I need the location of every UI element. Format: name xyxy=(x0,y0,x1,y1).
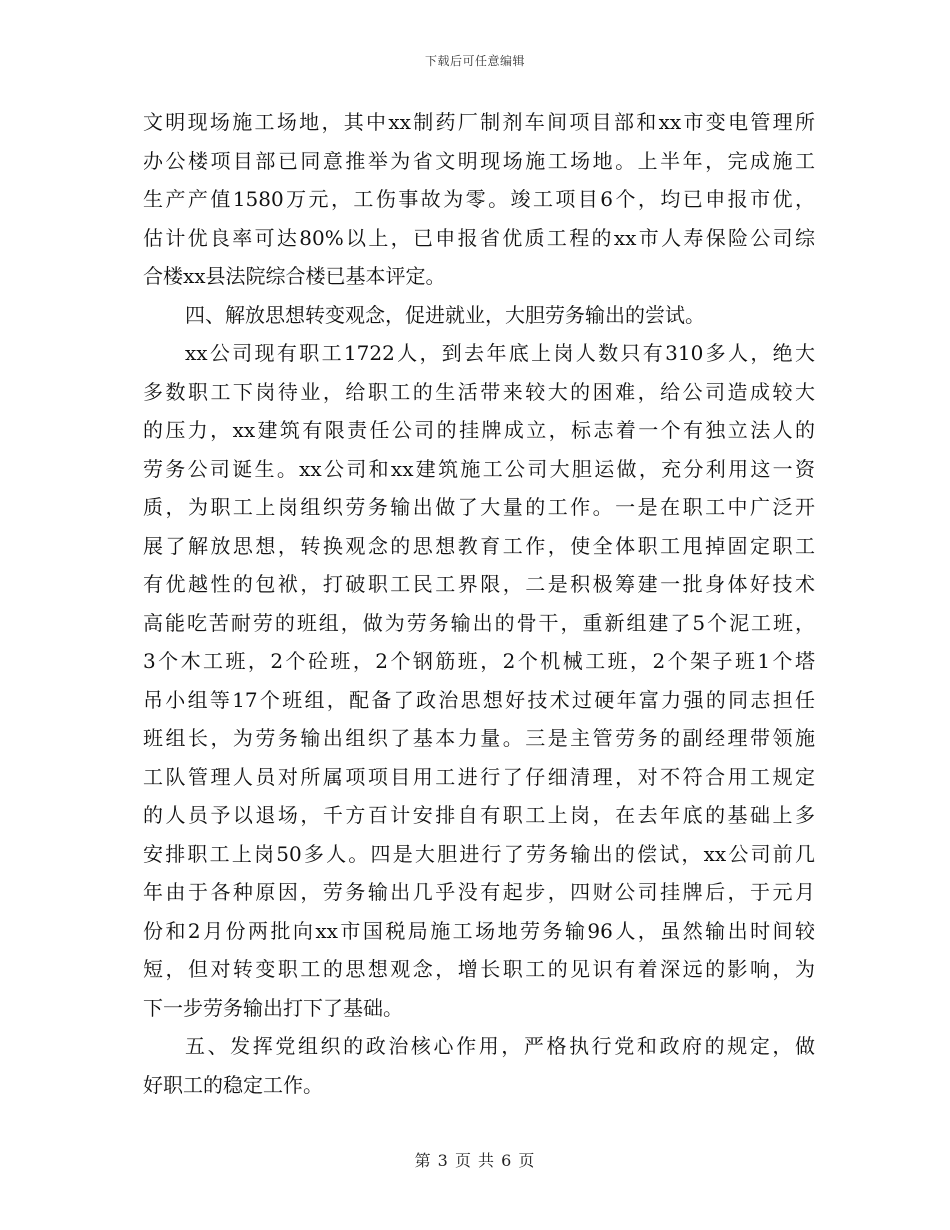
paragraph xyxy=(143,334,815,1027)
text-line: 年由于各种原因，劳务输出几乎没有起步，四财公司挂牌后，于元月 xyxy=(143,880,815,904)
text-line: 安排职工上岗50多人。四是大胆进行了劳务输出的偿试，xx公司前几 xyxy=(143,841,815,866)
paragraph xyxy=(143,1027,815,1104)
text-line: 合楼xx县法院综合楼已基本评定。 xyxy=(143,264,446,288)
text-line: 班组长，为劳务输出组织了基本力量。三是主管劳务的副经理带领施 xyxy=(143,726,815,750)
text-line: 的人员予以退场，千方百计安排自有职工上岗，在去年底的基础上多 xyxy=(143,803,815,827)
text-line: 文明现场施工场地，其中xx制药厂制剂车间项目部和xx市变电管理所 xyxy=(143,110,815,134)
paragraph xyxy=(143,296,815,335)
text-line: 生产产值1580万元，工伤事故为零。竣工项目6个，均已申报市优， xyxy=(143,187,815,211)
text-line: 下一步劳务输出打下了基础。 xyxy=(143,995,403,1020)
text-line: 展了解放思想，转换观念的思想教育工作，使全体职工甩掉固定职工 xyxy=(143,533,815,558)
text-line: 劳务公司诞生。xx公司和xx建筑施工公司大胆运做，充分利用这一资 xyxy=(143,456,815,481)
text-line: 短，但对转变职工的思想观念，增长职工的见识有着深远的影响，为 xyxy=(143,957,815,981)
text-line: 吊小组等17个班组，配备了政治思想好技术过硬年富力强的同志担任 xyxy=(143,687,815,712)
text-line: 五、发挥党组织的政治核心作用，严格执行党和政府的规定，做 xyxy=(185,1034,815,1058)
text-line: 多数职工下岗待业，给职工的生活带来较大的困难，给公司造成较大 xyxy=(143,379,815,404)
text-line: 份和2月份两批向xx市国税局施工场地劳务输96人，虽然输出时间较 xyxy=(143,918,815,943)
text-line: 有优越性的包袱，打破职工民工界限，二是积极筹建一批身体好技术 xyxy=(143,572,815,596)
text-line: 质，为职工上岗组织劳务输出做了大量的工作。一是在职工中广泛开 xyxy=(143,495,815,519)
text-line: 工队管理人员对所属项项目用工进行了仔细清理，对不符合用工规定 xyxy=(143,764,815,789)
text-line: 四、解放思想转变观念，促进就业，大胆劳务输出的尝试。 xyxy=(185,302,705,327)
text-line: 办公楼项目部已同意推举为省文明现场施工场地。上半年，完成施工 xyxy=(143,148,815,173)
text-line: 估计优良率可达80%以上，已申报省优质工程的xx市人寿保险公司综 xyxy=(143,225,815,250)
page-footer: 第 3 页 共 6 页 xyxy=(414,1151,536,1170)
text-line: 的压力，xx建筑有限责任公司的挂牌成立，标志着一个有独立法人的 xyxy=(143,418,815,442)
text-line: 高能吃苦耐劳的班组，做为劳务输出的骨干，重新组建了5个泥工班， xyxy=(143,610,815,635)
paragraph xyxy=(143,103,815,296)
text-line: 3个木工班，2个砼班，2个钢筋班，2个机械工班，2个架子班1个塔 xyxy=(143,649,815,673)
text-line: 好职工的稳定工作。 xyxy=(143,1072,323,1097)
text-line: xx公司现有职工1722人，到去年底上岗人数只有310多人，绝大 xyxy=(185,341,815,365)
document-body xyxy=(143,103,815,1104)
page-header: 下载后可任意编辑 xyxy=(424,54,525,68)
